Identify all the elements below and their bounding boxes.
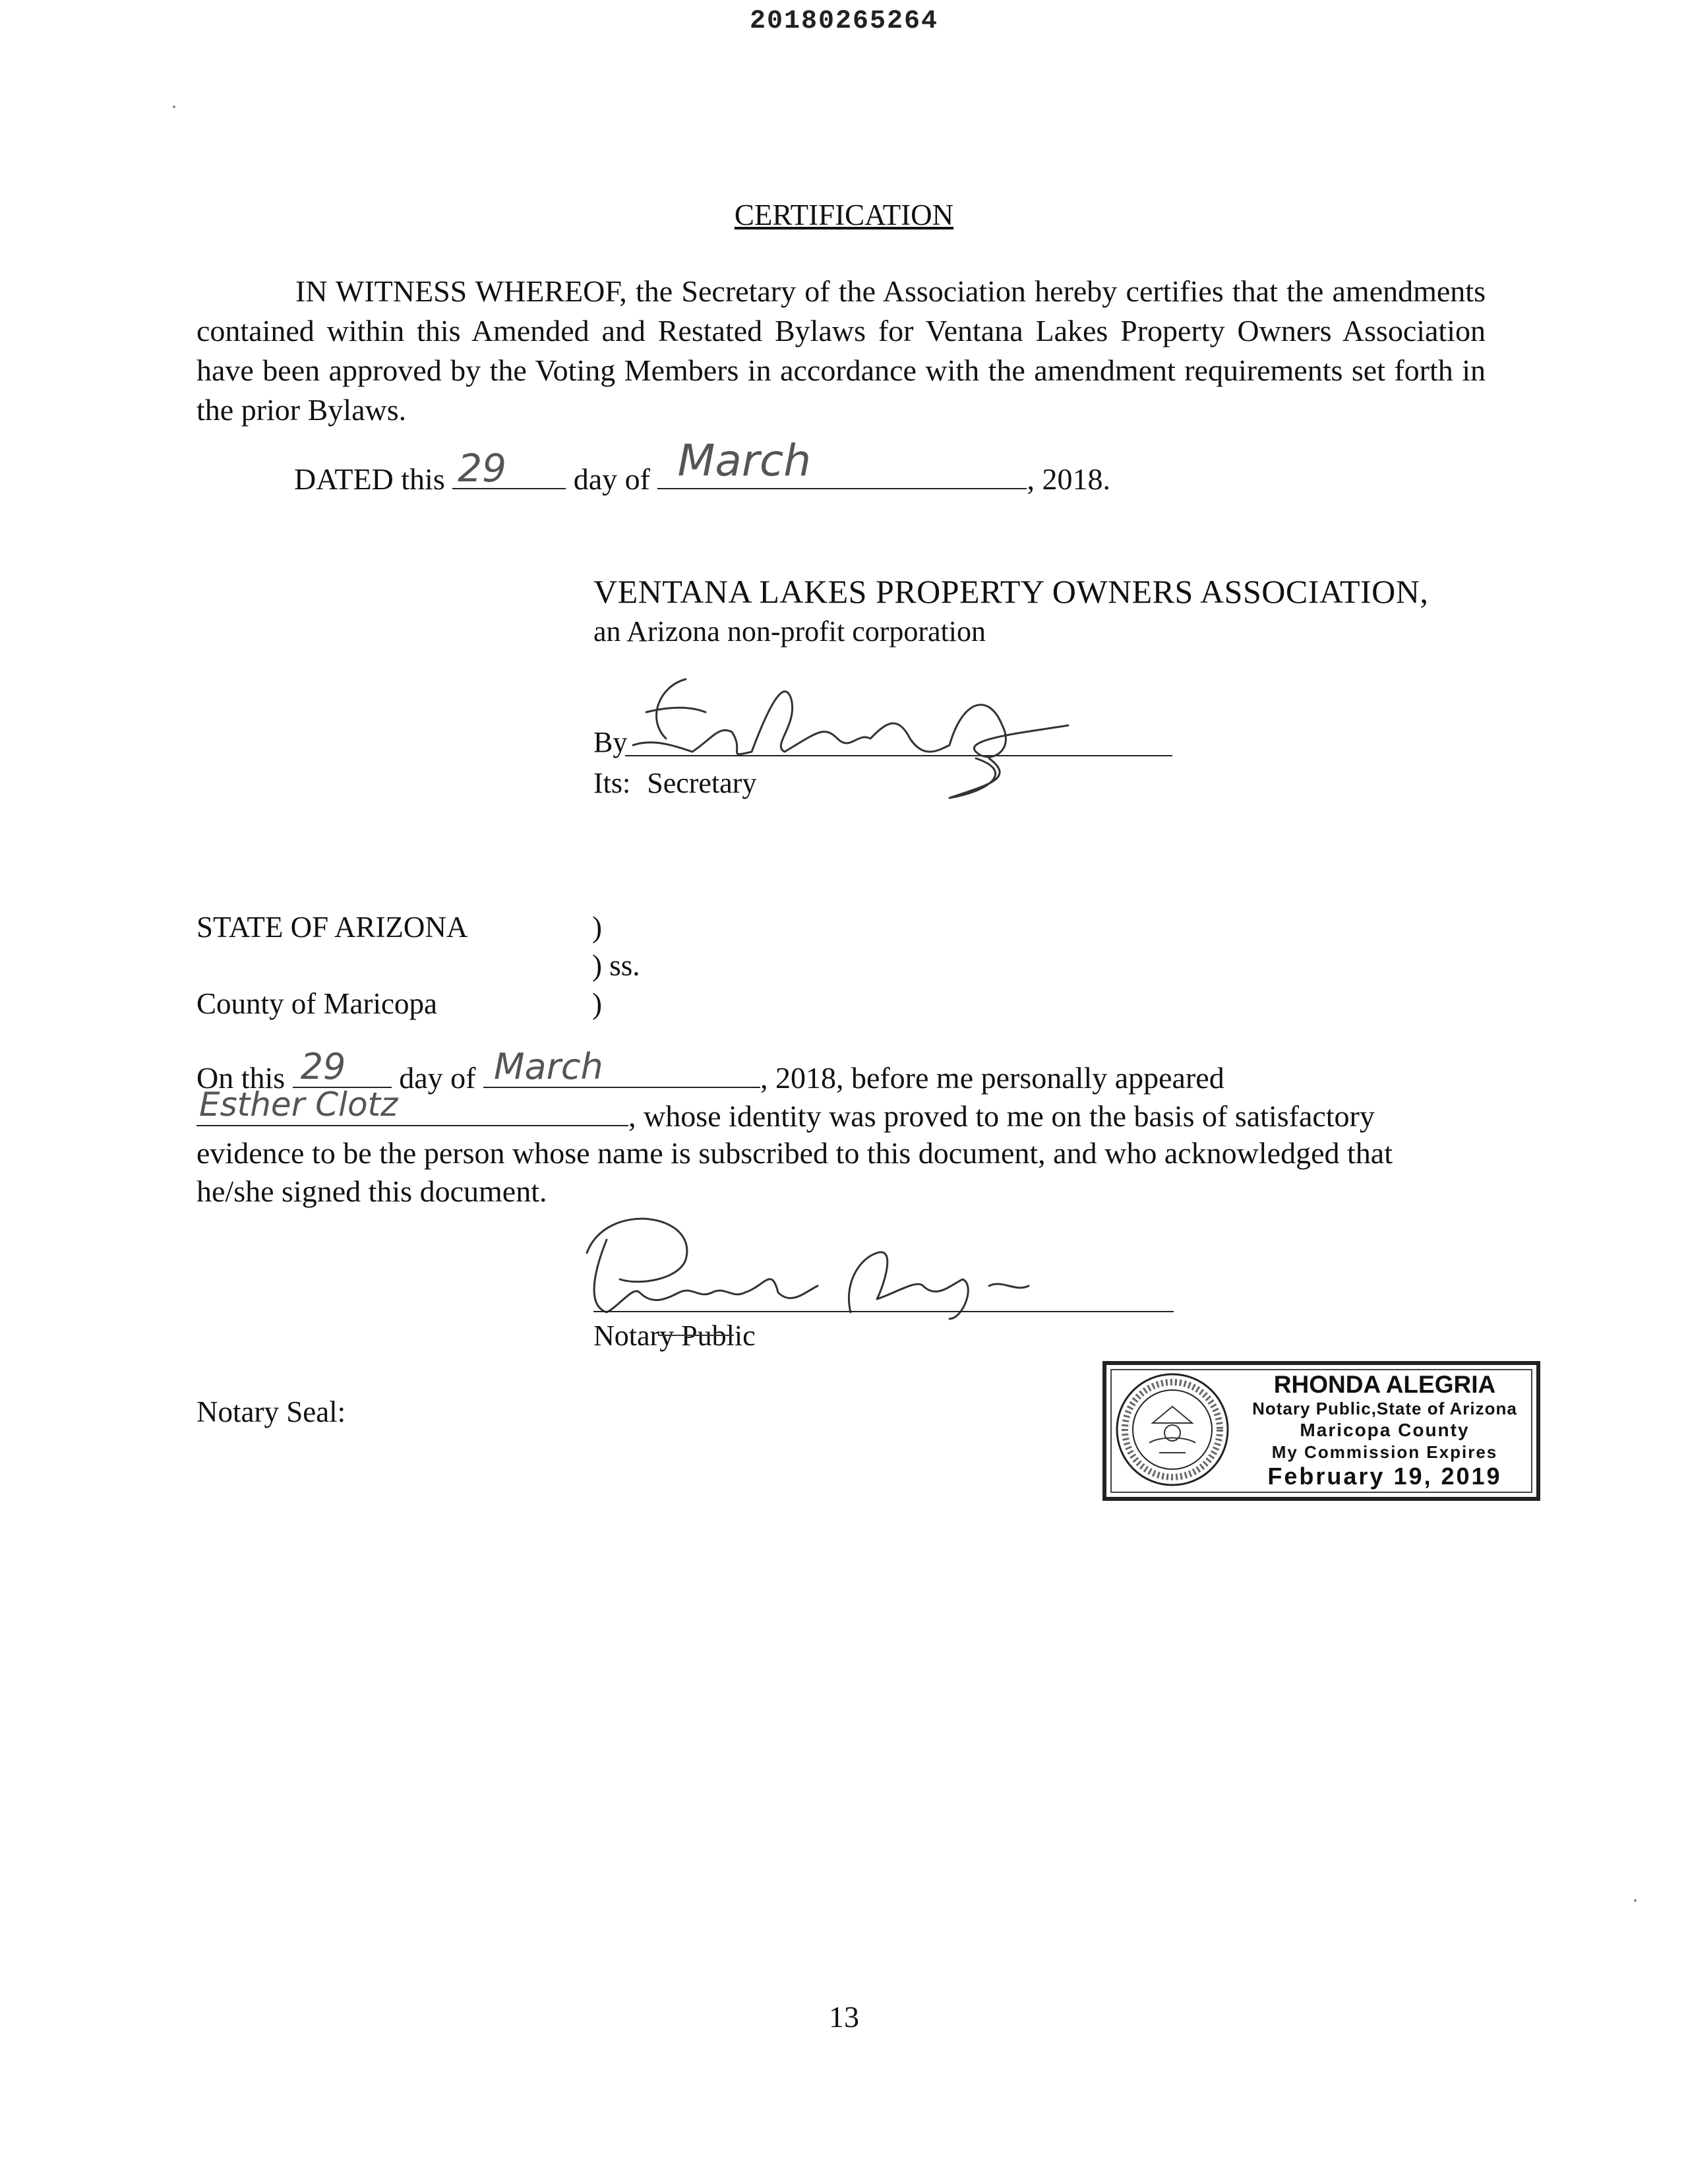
- arizona-state-seal-icon: [1113, 1370, 1232, 1489]
- scan-speck: [173, 106, 175, 108]
- ack-on-this: On this: [196, 1061, 286, 1095]
- association-name: VENTANA LAKES PROPERTY OWNERS ASSOCIATION,: [593, 573, 1429, 610]
- stamp-expiration-date: February 19, 2019: [1267, 1463, 1502, 1490]
- dated-line: [294, 435, 1110, 497]
- ack-signer-field: [196, 1085, 628, 1126]
- its-title: Secretary: [647, 767, 757, 799]
- notary-signature: [567, 1187, 1108, 1339]
- scan-speck: [1634, 1899, 1637, 1902]
- notary-seal-label: Notary Seal:: [196, 1395, 346, 1428]
- dated-prefix: DATED this: [294, 462, 445, 496]
- ack-line-3: evidence to be the person whose name is subscribed to this document, and who acknowledged that: [196, 1136, 1393, 1170]
- dated-mid: day of: [573, 462, 650, 496]
- dated-day-handwritten: 29: [458, 446, 507, 491]
- venue-paren: ): [592, 911, 602, 944]
- dated-suffix: , 2018.: [1027, 462, 1110, 496]
- stamp-county: Maricopa County: [1300, 1420, 1470, 1440]
- ack-appeared: , 2018, before me personally appeared: [760, 1061, 1224, 1095]
- venue-county: County of Maricopa: [196, 987, 437, 1020]
- stamp-commission-label: My Commission Expires: [1271, 1442, 1498, 1462]
- its-line: [593, 766, 756, 800]
- ack-day-of: day of: [399, 1061, 476, 1095]
- notary-label-strikethrough: [658, 1335, 734, 1336]
- dated-month-handwritten: March: [677, 435, 812, 486]
- dated-day-field: [452, 446, 566, 491]
- venue-state: STATE OF ARIZONA: [196, 911, 468, 944]
- page-number: 13: [829, 2000, 859, 2034]
- dated-month-field: [657, 435, 1027, 489]
- ack-line-4: he/she signed this document.: [196, 1174, 547, 1208]
- ack-line-2: [196, 1085, 1375, 1134]
- ack-signer-handwritten: Esther Clotz: [199, 1085, 398, 1124]
- certification-paragraph: [196, 272, 1486, 430]
- ack-day-field: [293, 1046, 392, 1088]
- certification-title: CERTIFICATION: [734, 198, 954, 231]
- venue-ss: ) ss.: [592, 949, 640, 982]
- certification-body: IN WITNESS WHEREOF, the Secretary of the Association hereby certifies that the amendments contained within this Amended and Restated Bylaws for Ventana Lakes Property Owners Association have been approved by the Voting Members in accordance with the amendment requirements set forth in the prior Bylaws.: [196, 274, 1486, 427]
- ack-identity: , whose identity was proved to me on the basis of satisfactory: [628, 1099, 1375, 1133]
- by-label: By: [593, 726, 628, 758]
- notary-stamp: [1102, 1361, 1540, 1501]
- venue-paren: ): [592, 987, 602, 1020]
- ack-month-field: [483, 1046, 760, 1088]
- stamp-text-block: [1236, 1372, 1534, 1490]
- notary-signature-line: [593, 1311, 1174, 1312]
- ack-day-handwritten: 29: [300, 1046, 346, 1087]
- stamp-title: Notary Public,State of Arizona: [1252, 1399, 1517, 1418]
- ack-month-handwritten: March: [493, 1046, 603, 1087]
- its-label: Its:: [593, 767, 631, 799]
- document-number: 20180265264: [749, 7, 939, 36]
- notary-public-label: Notary Public: [593, 1320, 756, 1352]
- stamp-notary-name: RHONDA ALEGRIA: [1273, 1371, 1496, 1398]
- association-description: an Arizona non-profit corporation: [593, 615, 986, 648]
